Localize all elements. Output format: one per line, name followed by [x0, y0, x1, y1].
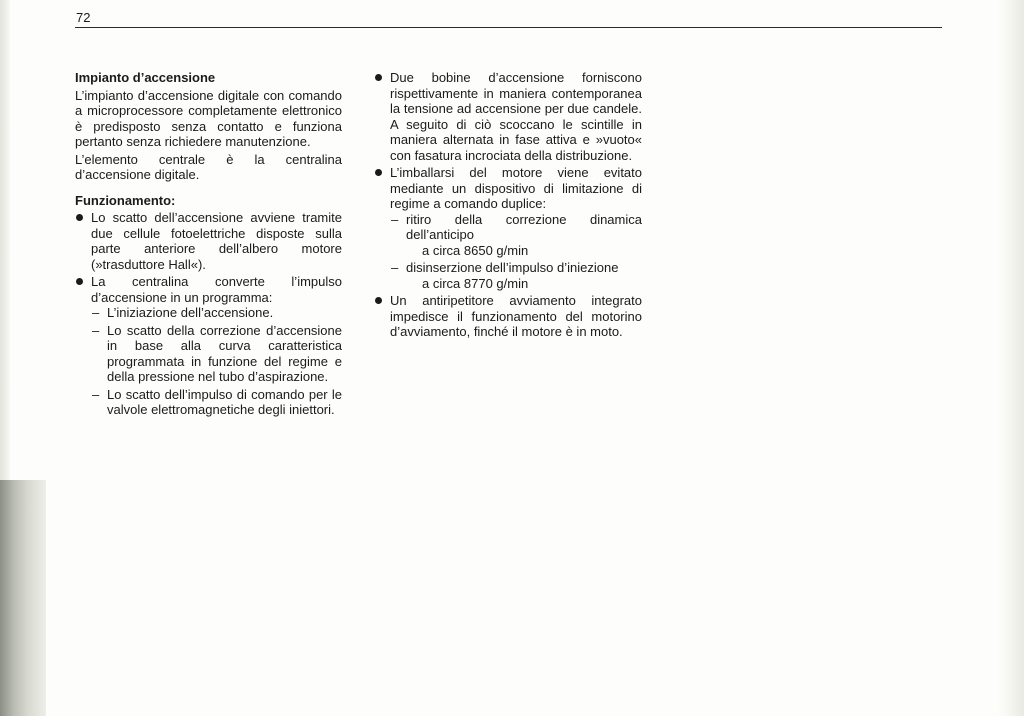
rpm-value: a circa 8650 g/min — [422, 242, 529, 258]
bullet-item — [75, 210, 342, 272]
intro-paragraph: L’impianto d’accensione digitale con comando a microprocessore completamente elettronico è predisposto senza contatto e funziona pertanto senza richiedere manutenzione. — [75, 87, 342, 149]
book-spine-shadow — [0, 480, 46, 716]
left-column — [75, 70, 342, 420]
dash-text: disinserzione dell’impulso d’iniezione — [406, 260, 619, 275]
bullet-text: L’imballarsi del motore viene evitato mediante un dispositivo di limitazione di regime a comando duplice: — [390, 165, 642, 211]
right-bullet-list — [374, 70, 642, 340]
section-heading: Impianto d’accensione — [75, 70, 216, 85]
rpm-value: a circa 8770 g/min — [422, 275, 529, 291]
central-element-paragraph: L’elemento centrale è la centralina d’accensione digitale. — [75, 151, 342, 182]
right-column — [374, 70, 642, 342]
dash-item: – L’iniziazione dell’accensione. — [91, 305, 342, 321]
bullet-text: La centralina converte l’impulso d’accensione in un programma: — [91, 274, 342, 305]
dash-list — [91, 305, 342, 418]
dash-list — [390, 212, 642, 292]
bullet-text: Due bobine d’accensione forniscono rispettivamente in maniera contemporanea la tensione ad accensione per due candele. A seguito di ciò scoccano le scintille in maniera alternata in fase attiva e »vuoto« con fasatura incrociata della distribuzione. — [390, 70, 642, 163]
function-bullet-list — [75, 210, 342, 418]
page-edge-shadow — [998, 0, 1024, 716]
bullet-item — [374, 70, 642, 163]
page-number: 72 — [76, 10, 91, 25]
dash-item — [390, 212, 642, 259]
bullet-text: Un antiripetitore avviamento integrato impedisce il funzionamento del motorino d’avviamento, finché il motore è in moto. — [390, 293, 642, 339]
bullet-item — [75, 274, 342, 418]
subsection-heading: Funzionamento: — [75, 192, 176, 208]
bullet-text: Lo scatto dell’accensione avviene tramite due cellule fotoelettriche disposte sulla parte anteriore dell’albero motore (»trasduttore Hall«). — [91, 210, 342, 272]
bullet-item — [374, 293, 642, 340]
dash-text: ritiro della correzione dinamica dell’anticipo — [406, 211, 642, 242]
dash-item: – Lo scatto della correzione d’accensione in base alla curva caratteristica programmata in funzione del regime e della pressione nel tubo d’aspirazione. — [91, 323, 342, 385]
dash-item — [390, 260, 642, 291]
bullet-item — [374, 165, 642, 291]
header-rule — [75, 27, 942, 28]
dash-item: – Lo scatto dell’impulso di comando per le valvole elettromagnetiche degli iniettori. — [91, 387, 342, 418]
